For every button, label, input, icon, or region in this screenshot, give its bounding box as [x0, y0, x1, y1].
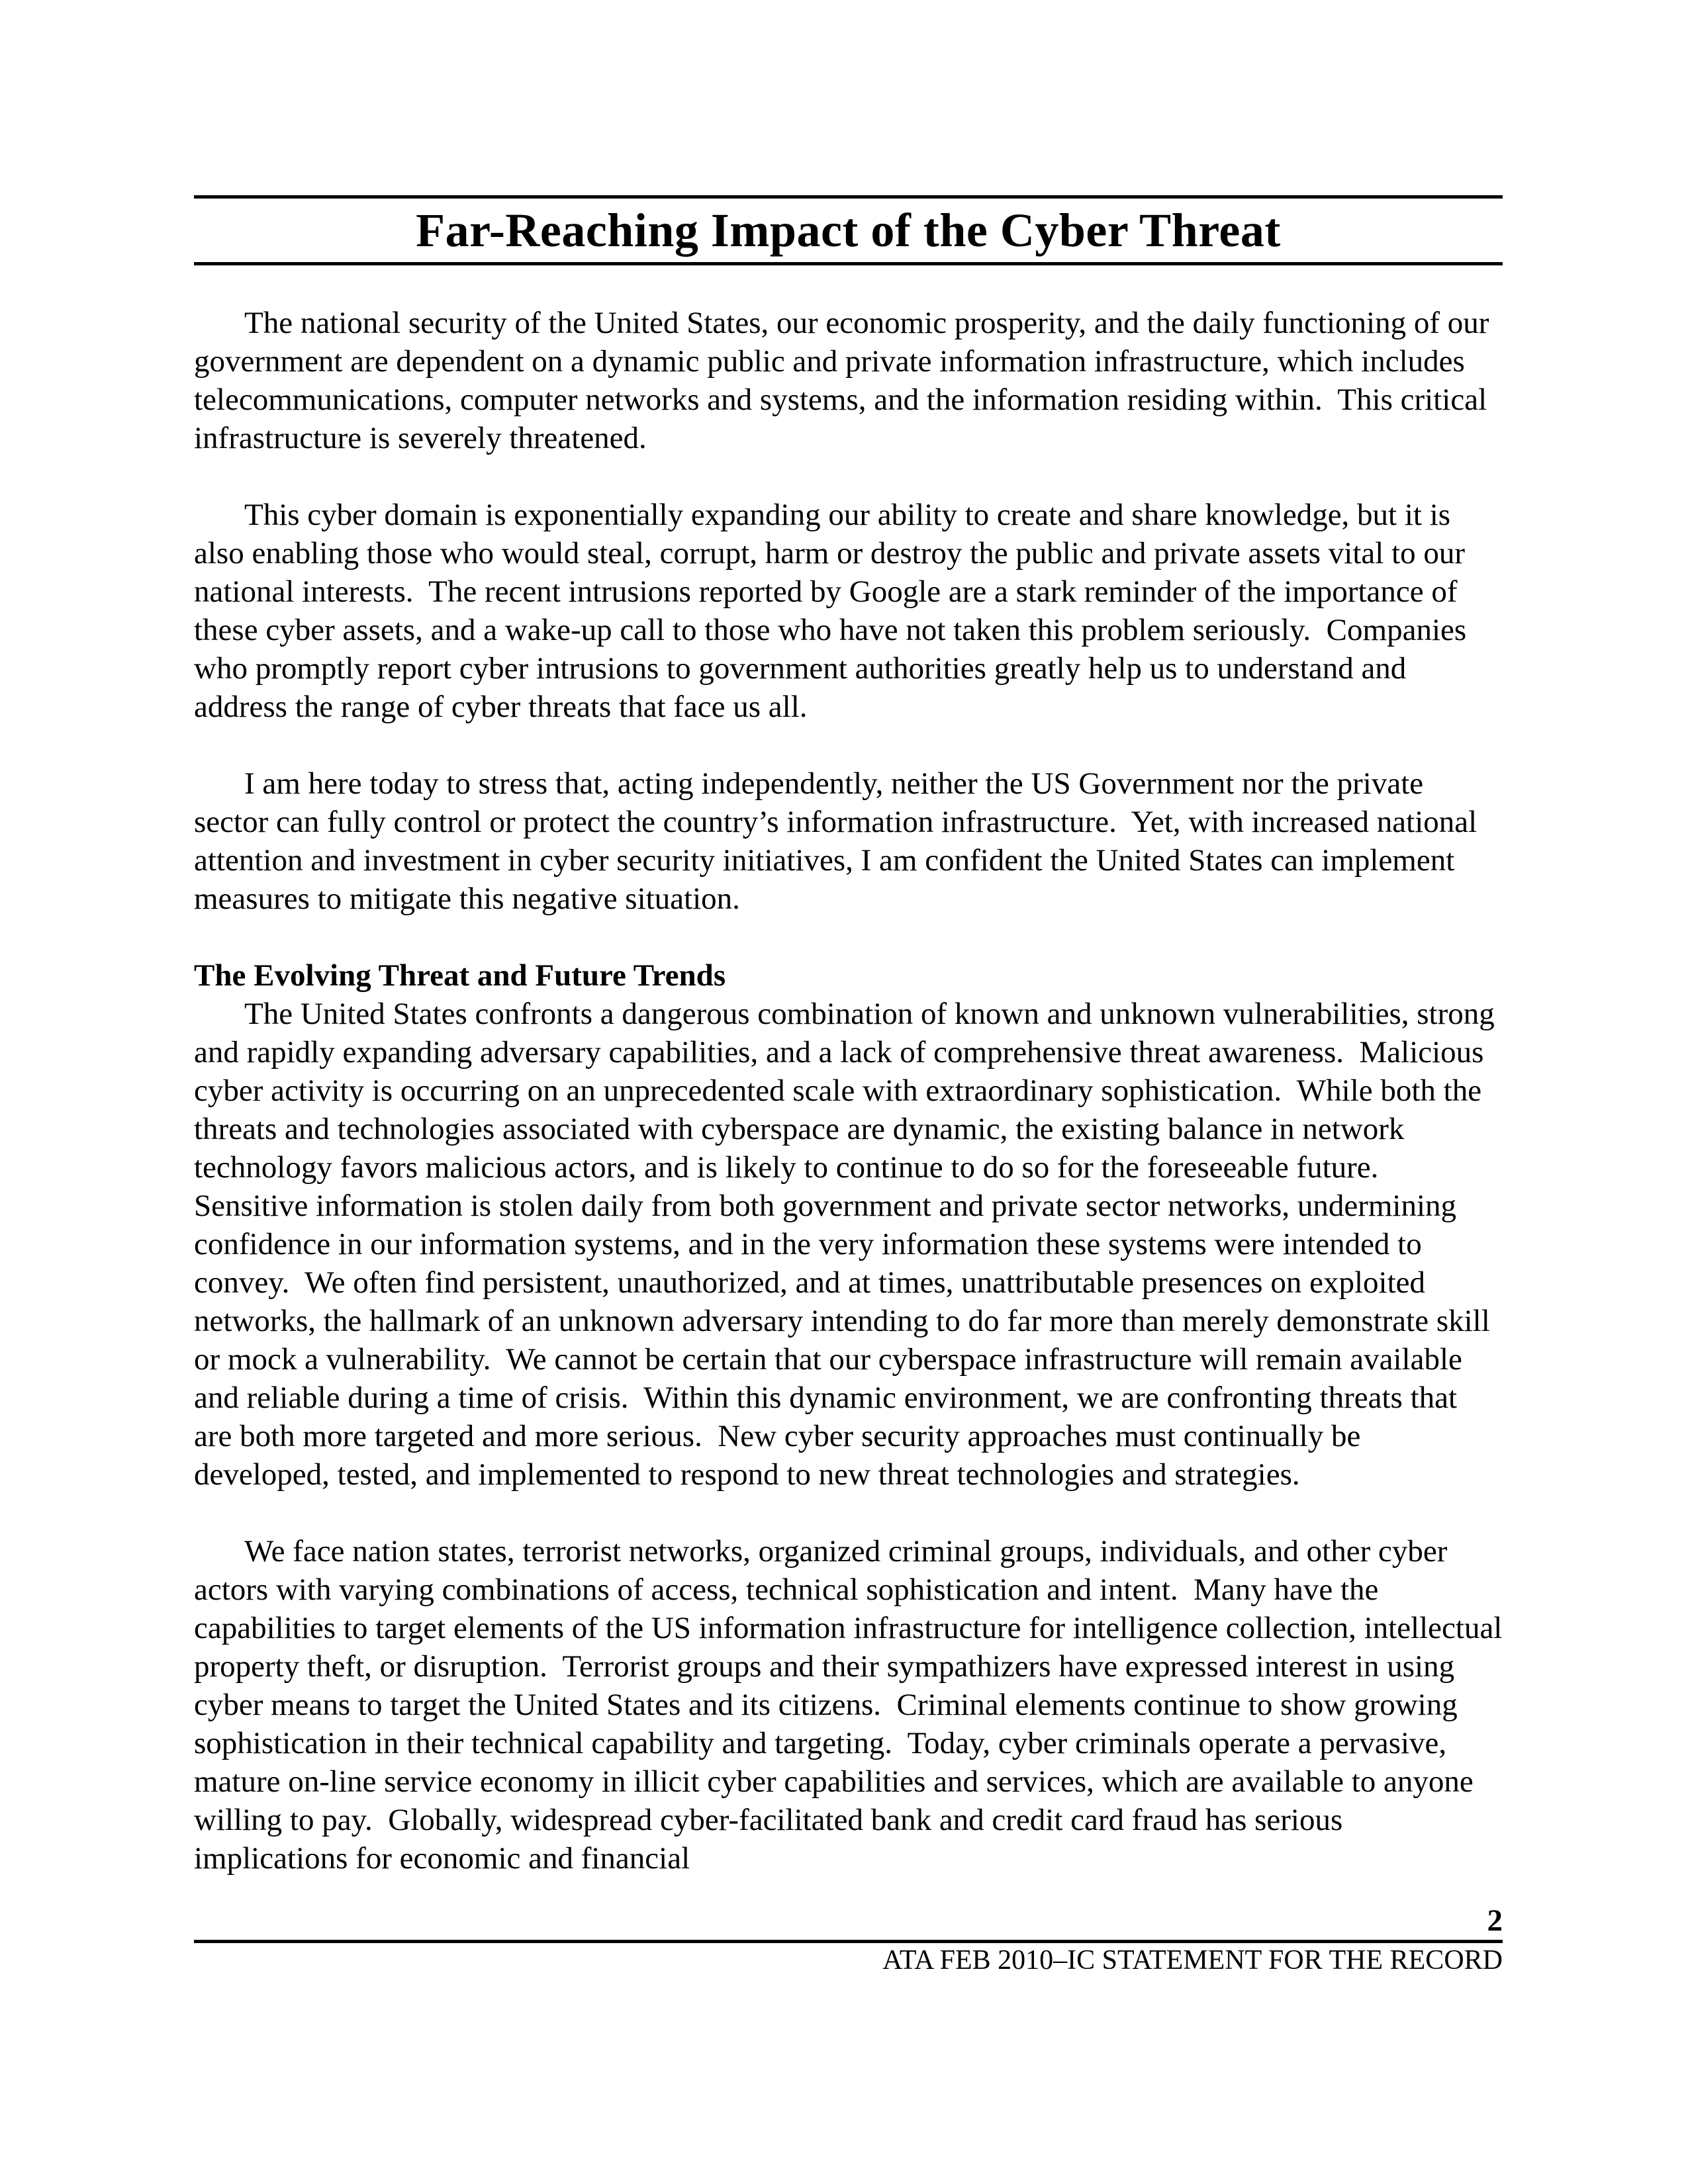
paragraph-national-security: The national security of the United States, our economic prosperity, and the daily functioning of our government are dependent on a dynamic public and private information infrastructure, which includes telecommunications, computer networks and systems, and the information residing within. This critical infrastructure is severely threatened. [194, 306, 1497, 455]
footer-statement: ATA FEB 2010–IC STATEMENT FOR THE RECORD [882, 1945, 1503, 1976]
page-content [194, 0, 1511, 1978]
paragraph-stress-independently: I am here today to stress that, acting independently, neither the US Government nor the private sector can fully control or protect the country’s information infrastructure. Yet, with increased national attention and investment in cyber security initiatives, I am confident the United States can implement measures to mitigate this negative situation. [194, 766, 1485, 916]
page-title: Far-Reaching Impact of the Cyber Threat [416, 204, 1281, 257]
paragraph-nation-states: We face nation states, terrorist networks, organized criminal groups, individuals, and other cyber actors with varying combinations of access, technical sophistication and intent. Many have the capabilities to target elements of the US information infrastructure for intelligence collection, intellectual property theft, or disruption. Terrorist groups and their sympathizers have expressed interest in using cyber means to target the United States and its citizens. Criminal elements continue to show growing sophistication in their technical capability and targeting. Today, cyber criminals operate a pervasive, mature on-line service economy in illicit cyber capabilities and services, which are available to anyone willing to pay. Globally, widespread cyber-facilitated bank and credit card fraud has serious implications for economic and financial [194, 1534, 1511, 1876]
page-footer [194, 1901, 1503, 1978]
paragraph-us-confronts: The United States confronts a dangerous combination of known and unknown vulnerabilities, strong and rapidly expanding adversary capabilities, and a lack of comprehensive threat awareness. Malicious cyber activity is occurring on an unprecedented scale with extraordinary sophistication. While both the threats and technologies associated with cyberspace are dynamic, the existing balance in network technology favors malicious actors, and is likely to continue to do so for the foreseeable future. Sensitive information is stolen daily from both government and private sector networks, undermining confidence in our information systems, and in the very information these systems were intended to convey. We often find persistent, unauthorized, and at times, unattributable presences on exploited networks, the hallmark of an unknown adversary intending to do far more than merely demonstrate skill or mock a vulnerability. We cannot be certain that our cyberspace infrastructure will remain available and reliable during a time of crisis. Within this dynamic environment, we are confronting threats that are both more targeted and more serious. New cyber security approaches must continually be developed, tested, and implemented to respond to new threat technologies and strategies. [194, 997, 1503, 1492]
title-block [194, 195, 1503, 265]
paragraph-cyber-domain: This cyber domain is exponentially expanding our ability to create and share knowledge, but it is also enabling those who would steal, corrupt, harm or destroy the public and private assets vital to our national interests. The recent intrusions reported by Google are a stark reminder of the importance of these cyber assets, and a wake-up call to those who have not taken this problem seriously. Companies who promptly report cyber intrusions to government authorities greatly help us to understand and address the range of cyber threats that face us all. [194, 498, 1474, 724]
page-number: 2 [1487, 1903, 1503, 1938]
section-heading-evolving-threat: The Evolving Threat and Future Trends [194, 958, 726, 993]
